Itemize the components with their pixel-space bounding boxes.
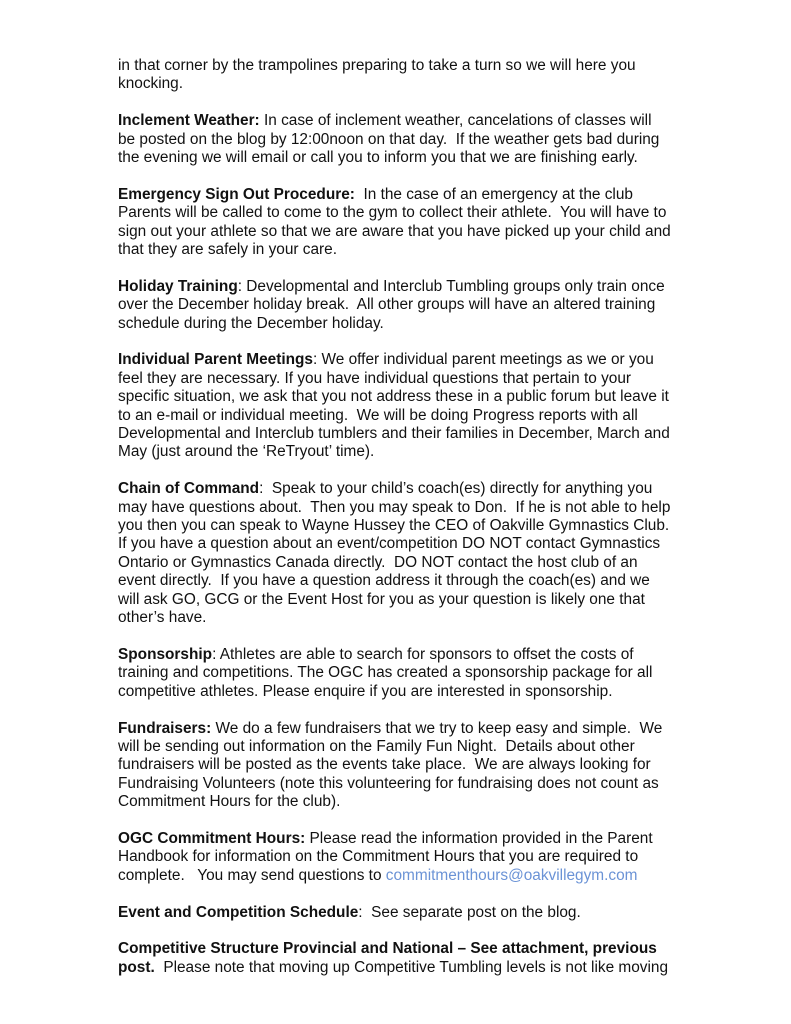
body-text: you then you can speak to Wayne Hussey the CEO of Oakville Gymnastics Club.	[118, 517, 670, 535]
section-heading: Fundraisers:	[118, 719, 212, 737]
text-line	[118, 867, 698, 885]
body-text: competitive athletes. Please enquire if you are interested in sponsorship.	[118, 682, 613, 700]
body-text: Handbook for information on the Commitment Hours that you are required to	[118, 848, 639, 866]
text-line	[118, 75, 698, 93]
body-text: to an e-mail or individual meeting. We will be doing Progress reports with all	[118, 406, 638, 424]
text-line	[118, 609, 698, 627]
body-text: that they are safely in your care.	[118, 241, 338, 259]
text-line	[118, 388, 698, 406]
text-line	[118, 241, 698, 259]
text-line	[118, 480, 698, 498]
text-line	[118, 683, 698, 701]
text-line	[118, 959, 698, 977]
body-text: the evening we will email or call you to inform you that we are finishing early.	[118, 149, 638, 167]
body-text: knocking.	[118, 75, 184, 93]
body-text: schedule during the December holiday.	[118, 314, 384, 332]
body-text: Parents will be called to come to the gym to collect their athlete. You will have to	[118, 204, 667, 222]
body-text: will be sending out information on the Family Fun Night. Details about other	[118, 737, 635, 755]
text-line	[118, 278, 698, 296]
body-text: in that corner by the trampolines preparing to take a turn so we will here you	[118, 57, 636, 74]
body-text: : Speak to your child’s coach(es) directly for anything you	[259, 480, 653, 498]
text-line	[118, 296, 698, 314]
text-line	[118, 407, 698, 425]
body-text: training and competitions. The OGC has created a sponsorship package for all	[118, 664, 653, 682]
body-text: In case of inclement weather, cancelations of classes will	[259, 112, 652, 130]
body-text: : Developmental and Interclub Tumbling groups only train once	[237, 277, 665, 295]
text-line	[118, 57, 698, 75]
body-text: In the case of an emergency at the club	[354, 185, 633, 203]
body-text: Please read the information provided in the Parent	[305, 829, 653, 847]
text-line	[118, 572, 698, 590]
paragraph-event-schedule	[118, 904, 698, 922]
paragraph-holiday-training	[118, 278, 698, 333]
paragraph-competitive-structure	[118, 940, 698, 977]
paragraph-commitment-hours	[118, 830, 698, 885]
text-line	[118, 591, 698, 609]
text-line	[118, 315, 698, 333]
section-heading: Chain of Command	[118, 480, 260, 498]
text-line	[118, 149, 698, 167]
body-text: May (just around the ‘ReTryout’ time).	[118, 443, 375, 461]
section-heading: Inclement Weather:	[118, 112, 260, 130]
paragraph-intro	[118, 57, 698, 94]
body-text: Fundraising Volunteers (note this volunteering for fundraising does not count as	[118, 774, 659, 792]
body-text: Developmental and Interclub tumblers and their families in December, March and	[118, 425, 670, 443]
body-text: specific situation, we ask that you not address these in a public forum but leave it	[118, 388, 669, 406]
section-heading: Sponsorship	[118, 645, 213, 663]
body-text: other’s have.	[118, 609, 207, 627]
body-text: If you have a question about an event/competition DO NOT contact Gymnastics	[118, 535, 661, 553]
text-line	[118, 940, 698, 958]
section-heading: Competitive Structure Provincial and National – See attachment, previous	[118, 940, 657, 958]
text-line	[118, 738, 698, 756]
body-text: over the December holiday break. All other groups will have an altered training	[118, 296, 656, 314]
text-line	[118, 904, 698, 922]
text-line	[118, 775, 698, 793]
body-text: Ontario or Gymnastics Canada directly. DO NOT contact the host club of an	[118, 553, 638, 571]
text-line	[118, 204, 698, 222]
paragraph-sponsorship	[118, 646, 698, 701]
text-line	[118, 443, 698, 461]
paragraph-chain-of-command	[118, 480, 698, 627]
body-text: will ask GO, GCG or the Event Host for you as your question is likely one that	[118, 590, 645, 608]
text-line	[118, 223, 698, 241]
body-text: feel they are necessary. If you have individual questions that pertain to your	[118, 369, 632, 387]
body-text: fundraisers will be posted as the events take place. We are always looking for	[118, 756, 651, 774]
text-line	[118, 370, 698, 388]
text-line	[118, 517, 698, 535]
body-text: : We offer individual parent meetings as we or you	[312, 351, 654, 369]
text-line	[118, 499, 698, 517]
paragraph-emergency-sign-out	[118, 186, 698, 260]
section-heading: Event and Competition Schedule	[118, 903, 359, 921]
text-line	[118, 554, 698, 572]
text-line	[118, 664, 698, 682]
paragraph-parent-meetings	[118, 351, 698, 461]
text-line	[118, 351, 698, 369]
body-text: sign out your athlete so that we are aware that you have picked up your child and	[118, 222, 671, 240]
document-body	[118, 57, 698, 996]
text-line	[118, 131, 698, 149]
section-heading: post.	[118, 958, 155, 976]
body-text: complete. You may send questions to	[118, 866, 386, 884]
body-text: : See separate post on the blog.	[358, 903, 581, 921]
email-link[interactable]: commitmenthours@oakvillegym.com	[385, 866, 638, 884]
text-line	[118, 848, 698, 866]
section-heading: OGC Commitment Hours:	[118, 829, 306, 847]
text-line	[118, 793, 698, 811]
text-line	[118, 112, 698, 130]
section-heading: Individual Parent Meetings	[118, 351, 313, 369]
section-heading: Holiday Training	[118, 277, 238, 295]
section-heading: Emergency Sign Out Procedure:	[118, 185, 355, 203]
paragraph-fundraisers	[118, 720, 698, 812]
body-text: be posted on the blog by 12:00noon on that day. If the weather gets bad during	[118, 130, 660, 148]
text-line	[118, 720, 698, 738]
text-line	[118, 425, 698, 443]
body-text: may have questions about. Then you may speak to Don. If he is not able to help	[118, 498, 671, 516]
text-line	[118, 535, 698, 553]
body-text: Commitment Hours for the club).	[118, 793, 341, 811]
body-text: : Athletes are able to search for sponsors to offset the costs of	[212, 645, 634, 663]
text-line	[118, 186, 698, 204]
body-text: event directly. If you have a question address it through the coach(es) and we	[118, 572, 650, 590]
text-line	[118, 830, 698, 848]
body-text: Please note that moving up Competitive Tumbling levels is not like moving	[154, 958, 669, 976]
paragraph-inclement-weather	[118, 112, 698, 167]
text-line	[118, 646, 698, 664]
body-text: We do a few fundraisers that we try to keep easy and simple. We	[211, 719, 663, 737]
text-line	[118, 756, 698, 774]
